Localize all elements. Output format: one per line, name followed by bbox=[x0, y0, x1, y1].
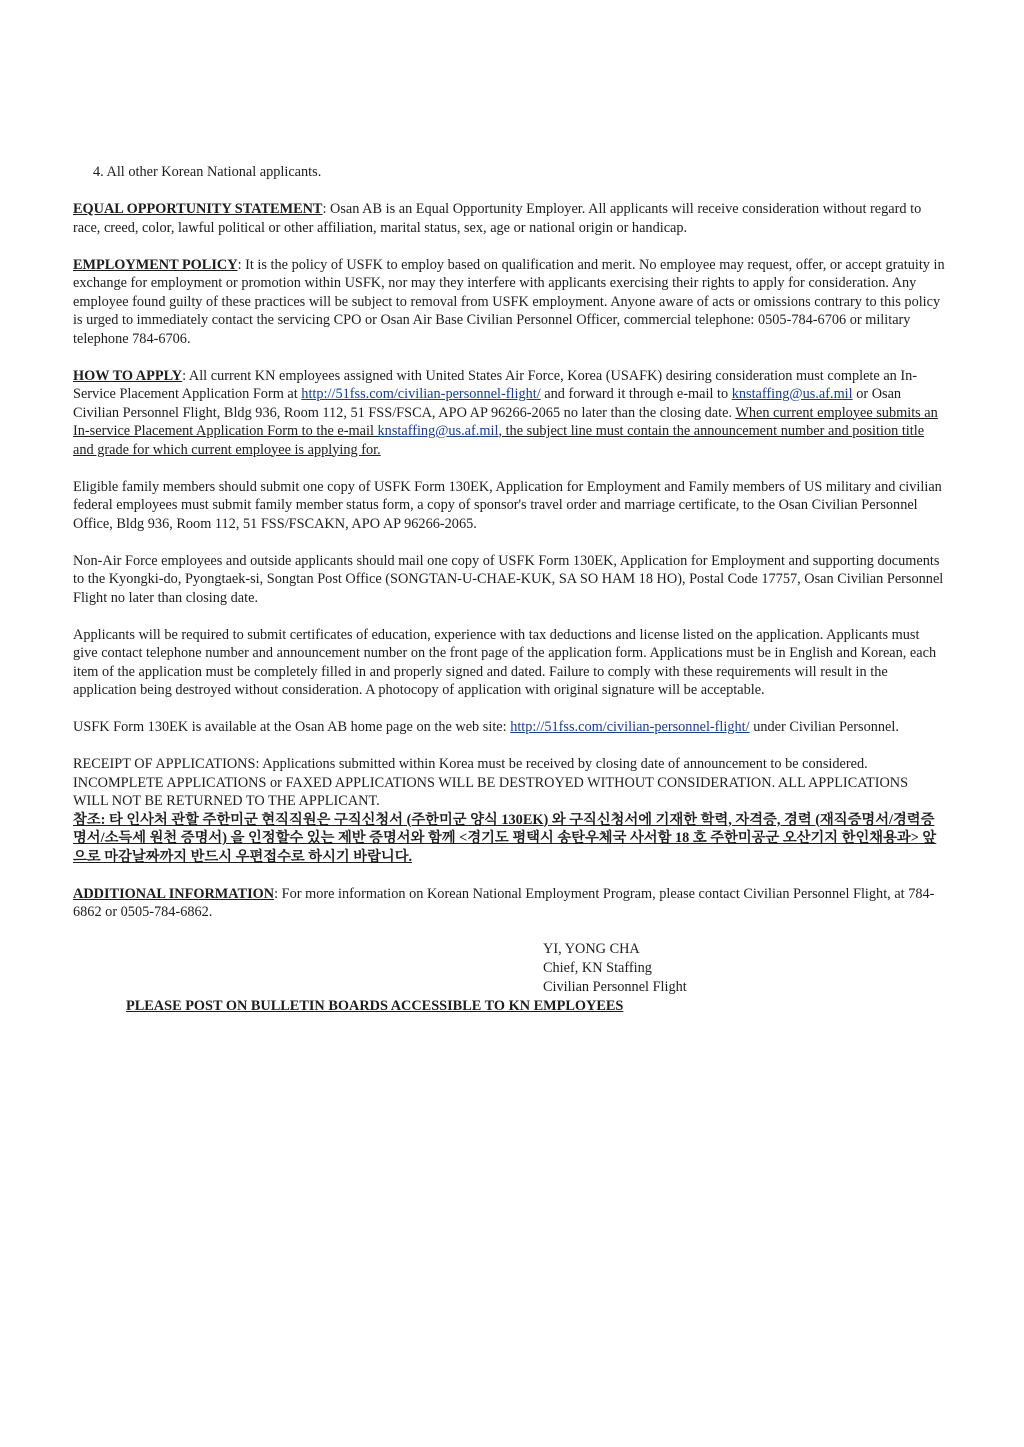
additional-info-paragraph bbox=[73, 885, 945, 922]
employment-policy-heading: EMPLOYMENT POLICY bbox=[73, 256, 238, 273]
family-members-paragraph: Eligible family members should submit one copy of USFK Form 130EK, Application for Employment and Family members of US military and civilian federal employees must submit family member status form, a copy of sponsor's travel order and marriage certificate, to the Osan Civilian Personnel Office, Bldg 936, Room 112, 51 FSS/FSCAKN, APO AP 96266-2065. bbox=[73, 478, 942, 532]
document-body bbox=[73, 163, 945, 1016]
signature-block bbox=[543, 940, 945, 997]
how-to-apply-heading: HOW TO APPLY bbox=[73, 367, 183, 384]
eeo-text: : Osan AB is an Equal Opportunity Employer. All applicants will receive consideration without regard to race, creed, color, lawful political or other affiliation, marital status, sex, age or national origin or handicap. bbox=[73, 201, 922, 236]
subject-line-instruction-2: , the subject line must contain the announcement number and position title and grade for which current employee is applying for. bbox=[73, 423, 925, 458]
how-to-apply-text-1: : All current KN employees assigned with United States Air Force, Korea (USAFK) desiring consideration must complete an In-Service Placement Application Form at bbox=[73, 367, 918, 402]
post-notice: PLEASE POST ON BULLETIN BOARDS ACCESSIBLE TO KN EMPLOYEES bbox=[126, 998, 624, 1014]
subject-line-instruction-1: When current employee submits an In-service Placement Application Form to the e-mail bbox=[73, 404, 938, 439]
how-to-apply-text-2: and forward it through e-mail to bbox=[540, 386, 732, 402]
additional-info-heading: ADDITIONAL INFORMATION bbox=[73, 885, 275, 902]
form-availability-paragraph bbox=[73, 718, 945, 737]
certificates-paragraph: Applicants will be required to submit certificates of education, experience with tax deductions and license listed on the application. Applicants must give contact telephone number and announcement number on the front page of the application form. Applications must be in English and Korean, each item of the application must be completely filled in and properly signed and dated. Failure to comply with these requirements will result in the application being destroyed without consideration. A photocopy of application with original signature will be acceptable. bbox=[73, 626, 937, 698]
form-website-link[interactable]: http://51fss.com/civilian-personnel-flight/ bbox=[510, 719, 750, 735]
form-availability-text-1: USFK Form 130EK is available at the Osan AB home page on the web site: bbox=[73, 719, 511, 735]
employment-policy-text: : It is the policy of USFK to employ based on qualification and merit. No employee may request, offer, or accept gratuity in exchange for employment or promotion within USFK, nor may they interfere with applicants exercising their rights to apply for consideration. Any employee found guilty of these practices will be subject to removal from USFK employment. Anyone aware of acts or omissions contrary to this policy is urged to immediately contact the servicing CPO or Osan Air Base Civilian Personnel Officer, commercial telephone: 0505-784-6706 or military telephone 784-6706. bbox=[73, 256, 945, 347]
knstaffing-email-link[interactable]: knstaffing@us.af.mil bbox=[731, 386, 853, 402]
knstaffing-email-link-2[interactable]: knstaffing@us.af.mil bbox=[377, 423, 499, 439]
how-to-apply-text-3: or Osan Civilian Personnel Flight, Bldg 936, Room 112, 51 FSS/FSCA, APO AP 96266-2065 no later than the closing date. bbox=[73, 386, 902, 421]
additional-info-text: : For more information on Korean National Employment Program, please contact Civilian Personnel Flight, at 784-6862 or 0505-784-6862. bbox=[73, 885, 935, 920]
korean-notice: 참조: 타 인사처 관할 주한미군 현직직원은 구직신청서 (주한미군 양식 130EK) 와 구직신청서에 기재한 학력, 자격증, 경력 (재직증명서/경력증명서/소득세 원천 증명서) 을 인정할수 있는 제반 증명서와 함께 <경기도 평택시 송탄우체국 사서함 18 호 주한미공군 오산기지 한인채용과> 앞으로 마감날짜까지 반드시 우편접수로 하시기 바랍니다. bbox=[73, 811, 937, 865]
application-form-link[interactable]: http://51fss.com/civilian-personnel-flight/ bbox=[301, 386, 541, 402]
signature-title: Chief, KN Staffing bbox=[543, 960, 652, 976]
signature-name: YI, YONG CHA bbox=[543, 941, 640, 957]
receipt-text: RECEIPT OF APPLICATIONS: Applications submitted within Korea must be received by closing date of announcement to be considered. INCOMPLETE APPLICATIONS or FAXED APPLICATIONS WILL BE DESTROYED WITHOUT CONSIDERATION. ALL APPLICATIONS WILL NOT BE RETURNED TO THE APPLICANT. bbox=[73, 756, 909, 809]
how-to-apply-paragraph bbox=[73, 367, 945, 460]
employment-policy-paragraph bbox=[73, 256, 945, 349]
eeo-heading: EQUAL OPPORTUNITY STATEMENT bbox=[73, 201, 323, 217]
eeo-paragraph bbox=[73, 200, 945, 237]
list-item-4: 4. All other Korean National applicants. bbox=[93, 164, 322, 180]
signature-office: Civilian Personnel Flight bbox=[543, 979, 687, 995]
non-air-force-paragraph: Non-Air Force employees and outside applicants should mail one copy of USFK Form 130EK, Application for Employment and supporting documents to the Kyongki-do, Pyongtaek-si, Songtan Post Office (SONGTAN-U-CHAE-KUK, SA SO HAM 18 HO), Postal Code 17757, Osan Civilian Personnel Flight no later than closing date. bbox=[73, 552, 944, 606]
receipt-paragraph bbox=[73, 755, 945, 866]
form-availability-text-2: under Civilian Personnel. bbox=[749, 719, 899, 735]
